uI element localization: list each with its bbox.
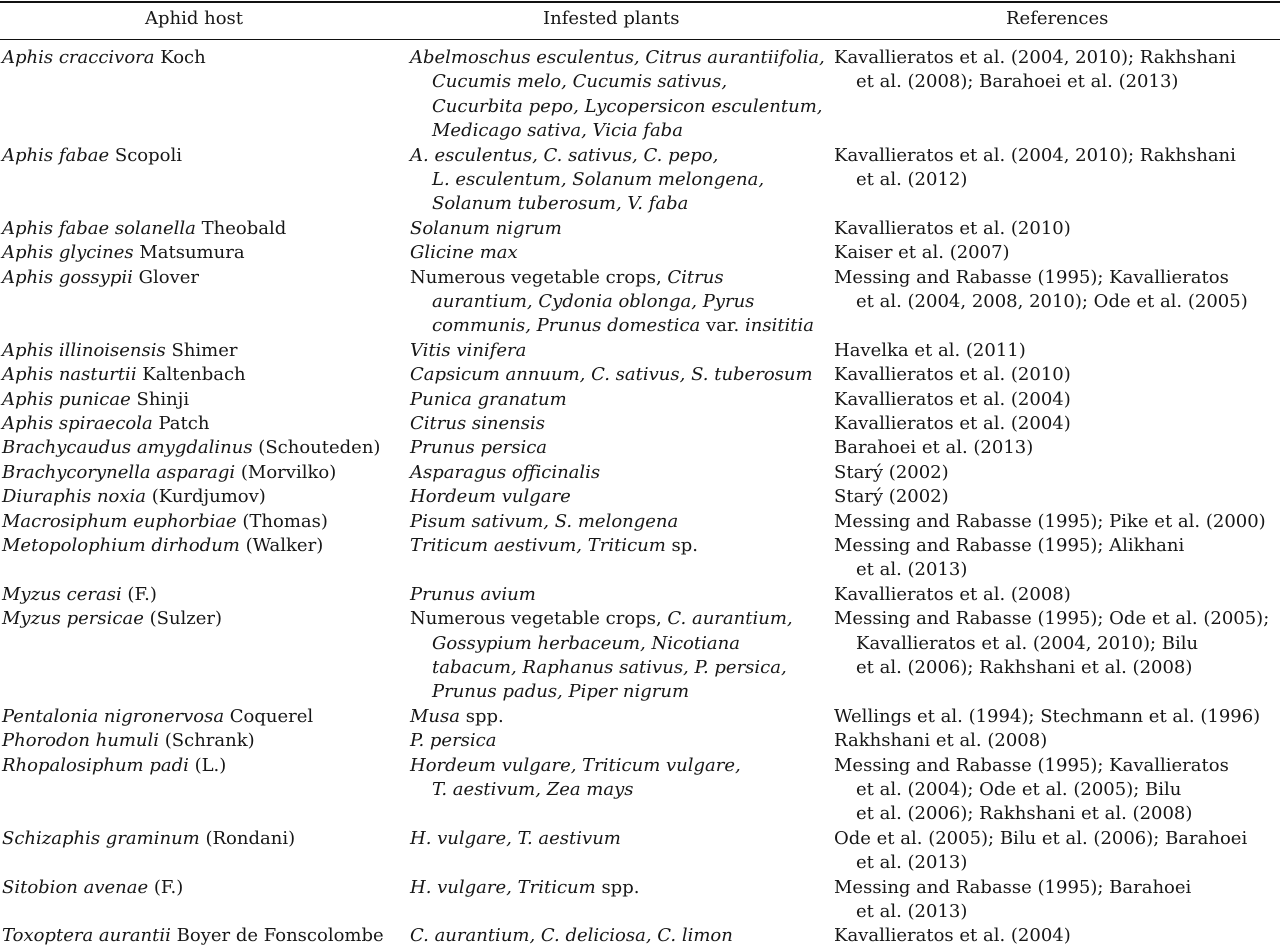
species-name: Macrosiphum euphorbiae: [2, 510, 237, 532]
reference-line: Havelka et al. (2011): [834, 339, 1026, 361]
cell-infested-plants: [410, 607, 793, 705]
plant-text: Solanum tuberosum, V. faba: [432, 193, 689, 215]
cell-references: [834, 412, 1071, 436]
cell-line: [2, 363, 246, 387]
plant-text: Abelmoschus esculentus, Citrus aurantiifolia,: [410, 47, 825, 68]
reference-line: Kavallieratos et al. (2004, 2010); Rakhshani: [834, 47, 1236, 68]
reference-line: Kavallieratos et al. (2004): [834, 413, 1071, 434]
cell-aphid-host: [2, 217, 286, 241]
species-name: Aphis punicae: [2, 388, 131, 410]
plant-text: Hordeum vulgare: [410, 486, 571, 508]
column-header-infested-plants: Infested plants: [543, 8, 680, 29]
plant-text: communis, Prunus domestica: [432, 315, 701, 337]
cell-line: [410, 607, 793, 631]
species-name: Aphis craccivora: [2, 47, 155, 68]
cell-line: [2, 485, 266, 509]
cell-infested-plants: [410, 827, 621, 851]
species-name: Metopolophium dirhodum: [2, 535, 240, 556]
cell-infested-plants: [410, 729, 497, 753]
cell-infested-plants: [410, 461, 600, 485]
cell-line: [410, 510, 678, 534]
species-name: Schizaphis graminum: [2, 827, 200, 849]
cell-aphid-host: [2, 46, 206, 70]
author-name: (Morvilko): [235, 461, 337, 483]
cell-infested-plants: [410, 705, 504, 729]
plant-text: spp.: [595, 876, 640, 898]
header-bottom-rule: [0, 39, 1280, 40]
plant-text: Citrus sinensis: [410, 413, 545, 434]
plant-text: var.: [700, 315, 745, 337]
cell-aphid-host: [2, 266, 199, 290]
cell-references: [834, 339, 1026, 363]
cell-line: [2, 144, 182, 168]
plant-text: Capsicum annuum, C. sativus, S. tuberosum: [410, 364, 813, 386]
reference-line: Wellings et al. (1994); Stechmann et al. (1996): [834, 705, 1261, 727]
reference-line: Rakhshani et al. (2008): [834, 730, 1048, 752]
author-name: (Schrank): [159, 730, 255, 752]
author-name: Coquerel: [224, 705, 314, 727]
species-name: Aphis nasturtii: [2, 364, 137, 386]
cell-aphid-host: [2, 534, 323, 558]
cell-aphid-host: [2, 485, 266, 509]
cell-infested-plants: [410, 412, 545, 436]
cell-references: [834, 876, 1191, 925]
cell-line: [410, 534, 698, 558]
species-name: Phorodon humuli: [2, 730, 160, 752]
cell-line: [2, 583, 157, 607]
author-name: (F.): [121, 583, 157, 605]
reference-line: Messing and Rabasse (1995); Alikhani: [834, 535, 1185, 556]
cell-references: [834, 46, 1236, 95]
plant-text: P. persica: [410, 730, 497, 752]
cell-aphid-host: [2, 461, 336, 485]
cell-infested-plants: [410, 217, 562, 241]
cell-line: [410, 656, 793, 680]
cell-line: [410, 754, 741, 778]
cell-references: [834, 436, 1033, 460]
reference-line: Kavallieratos et al. (2004, 2010); Rakhshani: [834, 144, 1236, 166]
cell-references: [834, 461, 949, 485]
cell-references: [834, 924, 1071, 948]
author-name: (Thomas): [236, 510, 328, 532]
plant-text: Numerous vegetable crops,: [410, 266, 668, 288]
reference-line: et al. (2013): [856, 559, 968, 581]
plant-text: Glicine max: [410, 242, 518, 264]
cell-infested-plants: [410, 583, 536, 607]
reference-line: Kavallieratos et al. (2004): [834, 925, 1071, 947]
author-name: Shinji: [130, 388, 190, 410]
cell-references: [834, 388, 1071, 412]
cell-aphid-host: [2, 412, 209, 436]
species-name: Aphis glycines: [2, 242, 134, 264]
cell-line: [2, 705, 313, 729]
cell-aphid-host: [2, 510, 328, 534]
reference-line: et al. (2004, 2008, 2010); Ode et al. (2005): [856, 291, 1248, 312]
column-header-aphid-host: Aphid host: [145, 8, 244, 29]
plant-text: insititia: [744, 315, 815, 337]
cell-infested-plants: [410, 436, 547, 460]
species-name: Myzus cerasi: [2, 583, 122, 605]
cell-aphid-host: [2, 241, 245, 265]
author-name: (Walker): [239, 535, 324, 556]
cell-line: [2, 388, 189, 412]
author-name: Patch: [152, 413, 210, 434]
cell-line: [410, 632, 793, 656]
cell-aphid-host: [2, 754, 226, 778]
plant-text: Citrus: [667, 266, 724, 288]
reference-line: Starý (2002): [834, 486, 949, 508]
cell-line: [410, 729, 497, 753]
species-name: Aphis spiraecola: [2, 413, 153, 434]
cell-line: [410, 95, 825, 119]
plant-text: Numerous vegetable crops,: [410, 608, 668, 630]
cell-line: [410, 461, 600, 485]
column-header-references: References: [1006, 8, 1109, 29]
author-name: Glover: [132, 266, 199, 288]
author-name: Scopoli: [109, 144, 182, 166]
cell-infested-plants: [410, 924, 733, 948]
cell-line: [2, 729, 255, 753]
reference-line: Kavallieratos et al. (2004): [834, 388, 1071, 410]
plant-text: Punica granatum: [410, 388, 567, 410]
reference-line: Ode et al. (2005); Bilu et al. (2006); Barahoei: [834, 827, 1248, 849]
cell-line: [2, 412, 209, 436]
species-name: Brachycaudus amygdalinus: [2, 437, 253, 459]
species-name: Aphis gossypii: [2, 266, 133, 288]
cell-references: [834, 583, 1071, 607]
cell-references: [834, 607, 1269, 680]
cell-aphid-host: [2, 924, 384, 948]
cell-infested-plants: [410, 876, 639, 900]
cell-line: [2, 217, 286, 241]
cell-line: [410, 314, 814, 338]
cell-line: [2, 924, 384, 948]
cell-references: [834, 363, 1071, 387]
reference-line: Kavallieratos et al. (2004, 2010); Bilu: [856, 632, 1199, 654]
reference-line: et al. (2012): [856, 169, 968, 190]
cell-line: [410, 46, 825, 70]
author-name: Matsumura: [133, 242, 245, 264]
reference-line: et al. (2006); Rakhshani et al. (2008): [856, 803, 1193, 825]
reference-line: Messing and Rabasse (1995); Pike et al. (2000): [834, 510, 1266, 532]
author-name: (Rondani): [199, 827, 296, 849]
cell-aphid-host: [2, 363, 246, 387]
cell-references: [834, 705, 1260, 729]
author-name: Kaltenbach: [136, 364, 246, 386]
cell-line: [2, 461, 336, 485]
cell-line: [410, 924, 733, 948]
cell-aphid-host: [2, 827, 295, 851]
species-name: Aphis fabae solanella: [2, 217, 196, 239]
reference-line: et al. (2004); Ode et al. (2005); Bilu: [856, 779, 1182, 800]
reference-line: et al. (2013): [856, 852, 968, 874]
cell-infested-plants: [410, 266, 814, 339]
reference-line: Kaiser et al. (2007): [834, 242, 1010, 264]
cell-line: [410, 168, 764, 192]
cell-line: [410, 436, 547, 460]
cell-line: [410, 583, 536, 607]
species-name: Pentalonia nigronervosa: [2, 705, 225, 727]
cell-aphid-host: [2, 583, 157, 607]
cell-infested-plants: [410, 339, 526, 363]
cell-line: [410, 778, 741, 802]
reference-line: et al. (2008); Barahoei et al. (2013): [856, 71, 1179, 93]
reference-line: Kavallieratos et al. (2008): [834, 583, 1071, 605]
reference-line: Messing and Rabasse (1995); Barahoei: [834, 876, 1192, 898]
reference-line: et al. (2006); Rakhshani et al. (2008): [856, 657, 1193, 678]
cell-line: [410, 290, 814, 314]
cell-references: [834, 827, 1247, 876]
cell-aphid-host: [2, 339, 238, 363]
reference-line: Messing and Rabasse (1995); Kavallieratos: [834, 266, 1229, 288]
author-name: Shimer: [165, 339, 238, 361]
author-name: (L.): [188, 754, 227, 776]
cell-references: [834, 510, 1266, 534]
reference-line: Messing and Rabasse (1995); Ode et al. (2005);: [834, 608, 1270, 630]
plant-text: Triticum aestivum, Triticum: [410, 535, 666, 556]
cell-line: [410, 339, 526, 363]
plant-text: H. vulgare, T. aestivum: [410, 827, 621, 849]
cell-line: [410, 144, 764, 168]
cell-line: [410, 388, 567, 412]
cell-line: [2, 241, 245, 265]
cell-line: [2, 754, 226, 778]
cell-line: [410, 485, 571, 509]
species-name: Sitobion avenae: [2, 876, 149, 898]
cell-infested-plants: [410, 485, 571, 509]
cell-line: [410, 241, 518, 265]
cell-infested-plants: [410, 388, 567, 412]
cell-aphid-host: [2, 388, 189, 412]
plant-text: aurantium, Cydonia oblonga, Pyrus: [432, 291, 755, 312]
cell-line: [410, 680, 793, 704]
table-top-rule: [0, 1, 1280, 3]
cell-aphid-host: [2, 436, 380, 460]
cell-references: [834, 754, 1229, 827]
plant-text: Prunus avium: [410, 583, 536, 605]
plant-text: C. aurantium, C. deliciosa, C. limon: [410, 925, 733, 947]
author-name: Theobald: [195, 217, 287, 239]
plant-text: Gossypium herbaceum, Nicotiana: [432, 632, 740, 654]
cell-line: [410, 217, 562, 241]
cell-infested-plants: [410, 363, 813, 387]
cell-references: [834, 144, 1236, 193]
cell-line: [410, 876, 639, 900]
plant-text: tabacum, Raphanus sativus, P. persica,: [432, 657, 787, 678]
plant-text: C. aurantium,: [667, 608, 793, 630]
species-name: Brachycorynella asparagi: [2, 461, 236, 483]
cell-aphid-host: [2, 705, 313, 729]
cell-line: [410, 70, 825, 94]
plant-text: H. vulgare, Triticum: [410, 876, 596, 898]
cell-line: [410, 119, 825, 143]
species-name: Diuraphis noxia: [2, 486, 147, 508]
cell-infested-plants: [410, 241, 518, 265]
plant-text: Hordeum vulgare, Triticum vulgare,: [410, 754, 741, 776]
species-name: Aphis illinoisensis: [2, 339, 166, 361]
cell-line: [410, 363, 813, 387]
cell-infested-plants: [410, 46, 825, 144]
reference-line: Barahoei et al. (2013): [834, 437, 1034, 459]
plant-text: Prunus persica: [410, 437, 548, 459]
species-name: Rhopalosiphum padi: [2, 754, 189, 776]
cell-line: [410, 705, 504, 729]
reference-line: Messing and Rabasse (1995); Kavallieratos: [834, 754, 1229, 776]
cell-infested-plants: [410, 510, 678, 534]
reference-line: Kavallieratos et al. (2010): [834, 364, 1071, 386]
plant-text: Prunus padus, Piper nigrum: [432, 681, 690, 703]
cell-infested-plants: [410, 754, 741, 803]
cell-line: [410, 412, 545, 436]
plant-text: Cucurbita pepo, Lycopersicon esculentum,: [432, 95, 823, 117]
plant-text: Solanum nigrum: [410, 217, 562, 239]
cell-line: [2, 607, 222, 631]
cell-line: [2, 534, 323, 558]
cell-aphid-host: [2, 607, 222, 631]
cell-references: [834, 217, 1071, 241]
cell-aphid-host: [2, 876, 183, 900]
author-name: Koch: [154, 47, 206, 68]
cell-line: [410, 192, 764, 216]
plant-text: Vitis vinifera: [410, 339, 527, 361]
plant-text: Pisum sativum, S. melongena: [410, 510, 679, 532]
plant-text: A. esculentus, C. sativus, C. pepo,: [410, 144, 719, 166]
cell-references: [834, 266, 1248, 315]
cell-aphid-host: [2, 729, 255, 753]
cell-aphid-host: [2, 144, 182, 168]
reference-line: et al. (2013): [856, 901, 968, 922]
cell-line: [2, 510, 328, 534]
author-name: (F.): [148, 876, 184, 898]
plant-text: sp.: [665, 535, 699, 556]
cell-line: [2, 827, 295, 851]
species-name: Aphis fabae: [2, 144, 110, 166]
species-name: Toxoptera aurantii: [2, 925, 171, 947]
cell-line: [2, 266, 199, 290]
plant-text: T. aestivum, Zea mays: [432, 779, 634, 800]
author-name: (Schouteden): [252, 437, 381, 459]
plant-text: Medicago sativa, Vicia faba: [432, 120, 683, 142]
author-name: Boyer de Fonscolombe: [170, 925, 384, 947]
plant-text: Musa: [410, 705, 460, 727]
cell-infested-plants: [410, 534, 698, 558]
plant-text: L. esculentum, Solanum melongena,: [432, 169, 765, 190]
cell-line: [2, 876, 183, 900]
cell-line: [410, 827, 621, 851]
cell-line: [410, 266, 814, 290]
cell-references: [834, 729, 1047, 753]
cell-references: [834, 241, 1010, 265]
cell-infested-plants: [410, 144, 764, 217]
author-name: (Sulzer): [143, 608, 223, 630]
cell-references: [834, 485, 949, 509]
reference-line: Starý (2002): [834, 461, 949, 483]
plant-text: spp.: [460, 705, 504, 727]
author-name: (Kurdjumov): [146, 486, 266, 508]
cell-line: [2, 46, 206, 70]
plant-text: Asparagus officinalis: [410, 461, 601, 483]
cell-line: [2, 339, 238, 363]
plant-text: Cucumis melo, Cucumis sativus,: [432, 71, 728, 93]
reference-line: Kavallieratos et al. (2010): [834, 217, 1071, 239]
cell-line: [2, 436, 380, 460]
species-name: Myzus persicae: [2, 608, 144, 630]
cell-references: [834, 534, 1184, 583]
